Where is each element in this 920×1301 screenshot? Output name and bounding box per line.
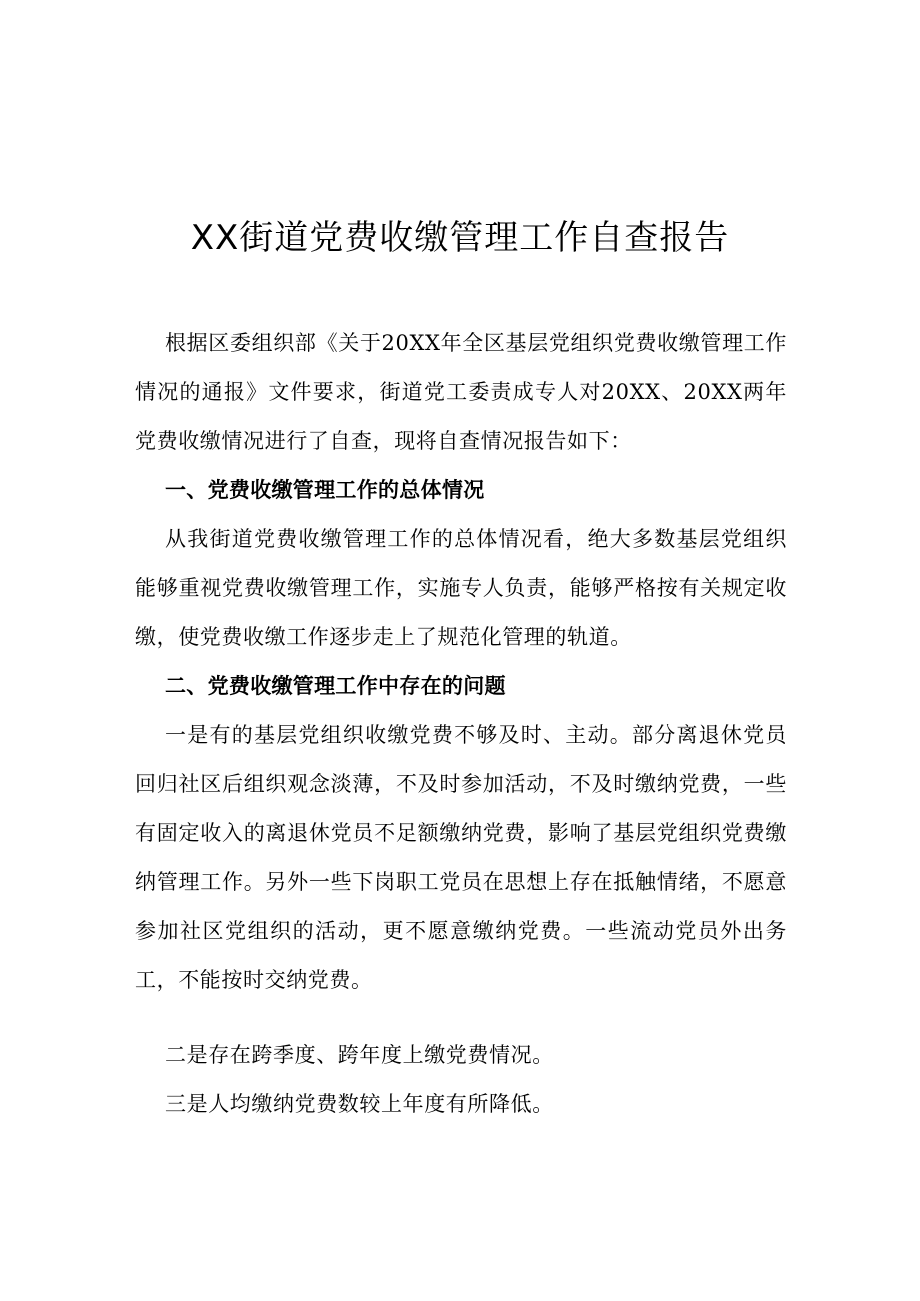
section-2-point-2: 二是存在跨季度、跨年度上缴党费情况。 [165, 1043, 554, 1067]
paragraph-gap [135, 1005, 787, 1031]
section-1-heading: 一、党费收缴管理工作的总体情况 [165, 478, 485, 502]
section-2-point-1: 一是有的基层党组织收缴党费不够及时、主动。部分离退休党员回归社区后组织观念淡薄，不及时参加活动，不及时缴纳党费，一些有固定收入的离退休党员不足额缴纳党费，影响了基层党组织党费缴纳管理工作。另外一些下岗职工党员在思想上存在抵触情绪，不愿意参加社区党组织的活动，更不愿意缴纳党费。一些流动党员外出务工，不能按时交纳党费。 [135, 723, 787, 992]
intro-paragraph: 根据区委组织部《关于20XX年全区基层党组织党费收缴管理工作情况的通报》文件要求，街道党工委责成专人对20XX、20XX两年党费收缴情况进行了自查，现将自查情况报告如下： [135, 331, 787, 453]
section-2-point-3: 三是人均缴纳党费数较上年度有所降低。 [165, 1092, 554, 1116]
document-body [135, 319, 787, 1129]
section-2-heading: 二、党费收缴管理工作中存在的问题 [165, 674, 506, 698]
section-1-paragraph: 从我街道党费收缴管理工作的总体情况看，绝大多数基层党组织能够重视党费收缴管理工作，实施专人负责，能够严格按有关规定收缴，使党费收缴工作逐步走上了规范化管理的轨道。 [135, 527, 787, 649]
document-title: XX街道党费收缴管理工作自查报告 [190, 218, 730, 258]
